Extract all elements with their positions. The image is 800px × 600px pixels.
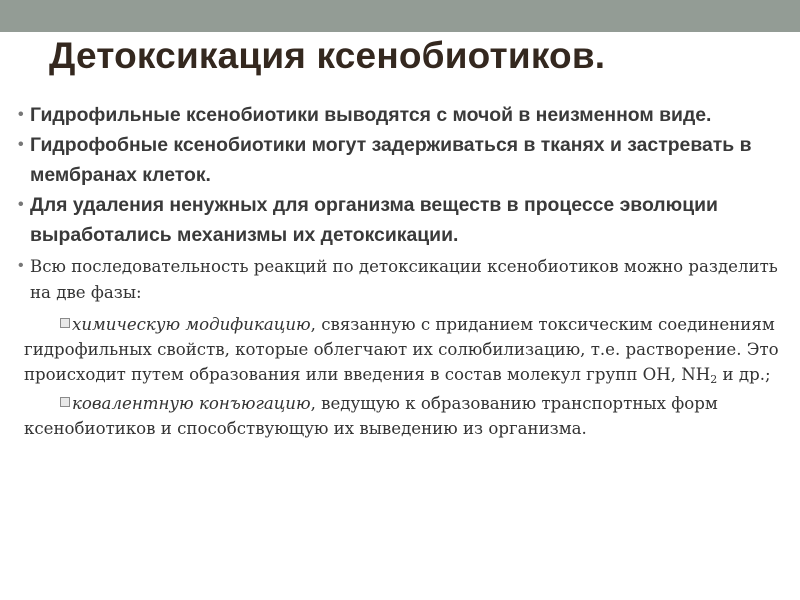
slide-content: [18, 100, 790, 441]
phase-name: химическую модификацию: [72, 315, 311, 334]
sub-bullet-item: [24, 391, 790, 441]
bullet-item: [18, 190, 790, 250]
bullet-text: Гидрофильные ксенобиотики выводятся с мочой в неизменном виде.: [30, 104, 712, 126]
bullet-dot-icon: •: [18, 196, 24, 213]
bullet-dot-icon: •: [18, 106, 24, 123]
bullet-item: [18, 130, 790, 190]
bullet-item: [18, 100, 790, 130]
phase-text-end: и др.;: [717, 365, 771, 384]
phase-text: , связанную с приданием токсическим соединениям гидрофильных свойств, которые облегчают их солюбилизацию, т.е. растворение. Это происходит путем образования или введения в состав молекул групп OH, NH: [24, 315, 779, 384]
bullet-text: Для удаления ненужных для организма веществ в процессе эволюции выработались механизмы их детоксикации.: [30, 194, 718, 246]
sub-bullet-item: [24, 312, 790, 387]
phase-text: , ведущую к образованию транспортных форм ксенобиотиков и способствующую их выведению из организма.: [24, 394, 718, 438]
bullet-dot-icon: •: [18, 257, 24, 274]
phase-name: ковалентную конъюгацию: [72, 394, 311, 413]
checkbox-bullet-icon: [60, 318, 70, 328]
bullet-item: [18, 254, 790, 306]
formula-subscript: 2: [710, 373, 718, 386]
bullet-dot-icon: •: [18, 136, 24, 153]
checkbox-bullet-icon: [60, 397, 70, 407]
bullet-text: Гидрофобные ксенобиотики могут задерживаться в тканях и застревать в мембранах клеток.: [30, 134, 752, 186]
bullet-text: Всю последовательность реакций по детоксикации ксенобиотиков можно разделить на две фазы:: [30, 257, 778, 302]
slide-title: Детоксикация ксенобиотиков.: [49, 35, 606, 76]
top-bar: [0, 0, 800, 32]
